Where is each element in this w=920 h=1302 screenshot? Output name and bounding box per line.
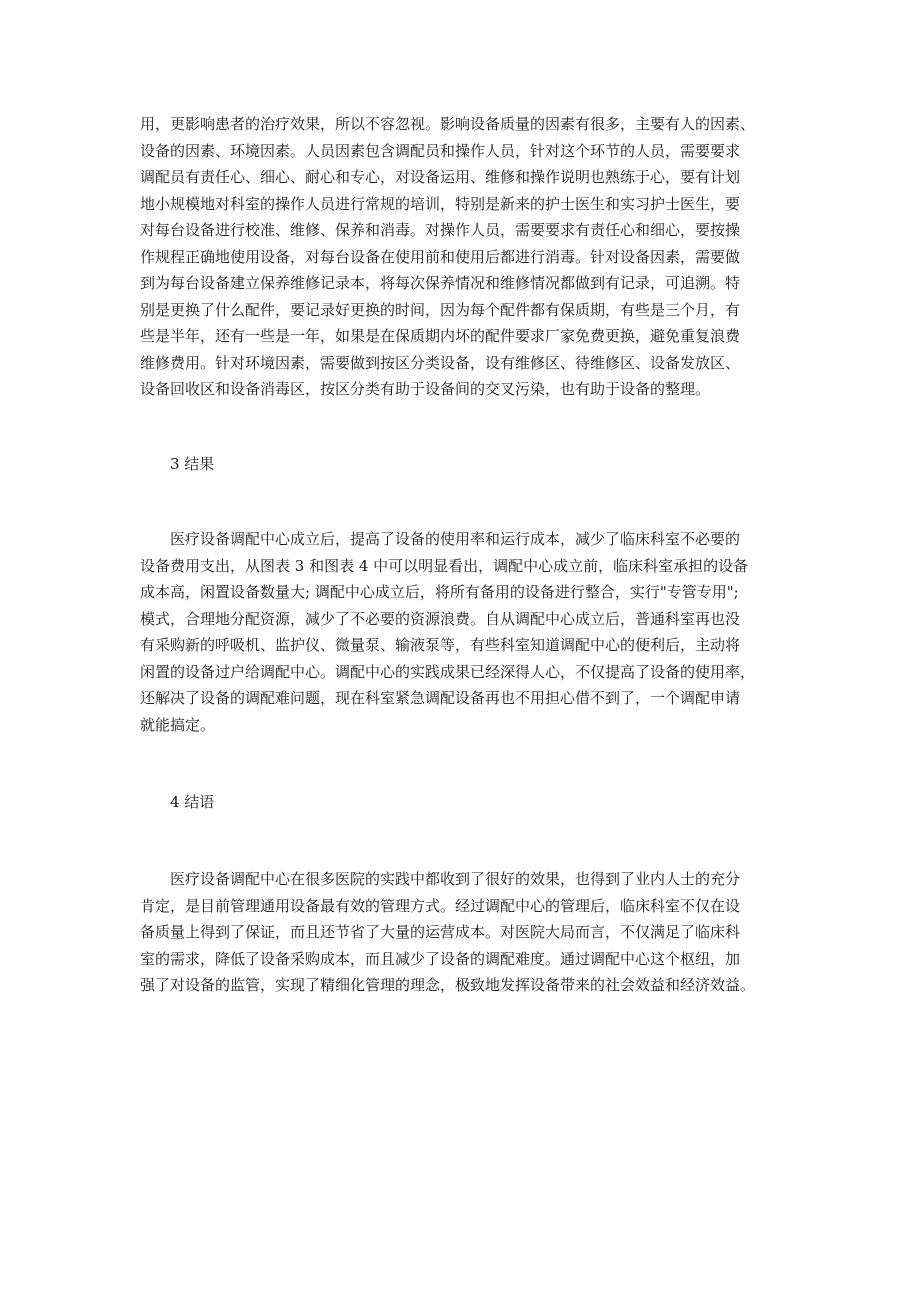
text-line: 强了对设备的监管，实现了精细化管理的理念，极致地发挥设备带来的社会效益和经济效益。 (140, 976, 756, 994)
text-line: 就能搞定。 (140, 715, 216, 734)
text-line: 模式，合理地分配资源，减少了不必要的资源浪费。自从调配中心成立后，普通科室再也没 (140, 609, 741, 628)
text-line: 地小规模地对科室的操作人员进行常规的培训，特别是新来的护士医生和实习护士医生，要 (140, 194, 741, 213)
text-line: 还解决了设备的调配难问题，现在科室紧急调配设备再也不用担心借不到了，一个调配申请 (140, 689, 741, 707)
section-heading-results: 3 结果 (170, 455, 215, 473)
text-line: 设备回收区和设备消毒区，按区分类有助于设备间的交叉污染，也有助于设备的整理。 (140, 380, 711, 398)
text-line: 医疗设备调配中心成立后，提高了设备的使用率和运行成本，减少了临床科室不必要的 (170, 530, 741, 548)
text-line: 维修费用。针对环境因素，需要做到按区分类设备，设有维修区、待维修区、设备发放区、 (140, 353, 741, 372)
text-line: 用，更影响患者的治疗效果，所以不容忽视。影响设备质量的因素有很多，主要有人的因素、 (140, 115, 756, 133)
text-line: 闲置的设备过户给调配中心。调配中心的实践成果已经深得人心，不仅提高了设备的使用率， (140, 662, 756, 681)
text-line: 肯定，是目前管理通用设备最有效的管理方式。经过调配中心的管理后，临床科室不仅在设 (140, 896, 741, 915)
text-line: 有采购新的呼吸机、监护仪、微量泵、输液泵等，有些科室知道调配中心的便利后，主动将 (140, 636, 741, 654)
text-line: 到为每台设备建立保养维修记录本，将每次保养情况和维修情况都做到有记录，可追溯。特 (140, 274, 741, 292)
text-line: 医疗设备调配中心在很多医院的实践中都收到了很好的效果，也得到了业内人士的充分 (170, 870, 741, 888)
text-line: 室的需求，降低了设备采购成本，而且减少了设备的调配难度。通过调配中心这个枢纽，加 (140, 949, 741, 968)
text-line: 别是更换了什么配件，要记录好更换的时间，因为每个配件都有保质期，有些是三个月，有 (140, 300, 741, 319)
text-line: 对每台设备进行校准、维修、保养和消毒。对操作人员，需要要求有责任心和细心，要按操 (140, 221, 741, 239)
text-line: 作规程正确地使用设备，对每台设备在使用前和使用后都进行消毒。针对设备因素，需要做 (140, 247, 741, 266)
text-line: 备质量上得到了保证，而且还节省了大量的运营成本。对医院大局而言，不仅满足了临床科 (140, 923, 741, 941)
text-line: 成本高，闲置设备数量大; 调配中心成立后，将所有备用的设备进行整合，实行"专管专用"; (140, 583, 739, 601)
paragraph-results (140, 526, 800, 738)
section-heading-conclusion: 4 结语 (170, 793, 215, 811)
text-line: 设备的因素、环境因素。人员因素包含调配员和操作人员，针对这个环节的人员，需要要求 (140, 141, 741, 160)
paragraph-quality-factors (140, 111, 800, 403)
text-line: 设备费用支出，从图表 3 和图表 4 中可以明显看出，调配中心成立前，临床科室承担的设备 (140, 556, 749, 575)
text-line: 调配员有责任心、细心、耐心和专心，对设备运用、维修和操作说明也熟练于心，要有计划 (140, 168, 741, 186)
text-line: 些是半年，还有一些是一年，如果是在保质期内坏的配件要求厂家免费更换，避免重复浪费 (140, 327, 741, 345)
paragraph-conclusion (140, 866, 800, 999)
